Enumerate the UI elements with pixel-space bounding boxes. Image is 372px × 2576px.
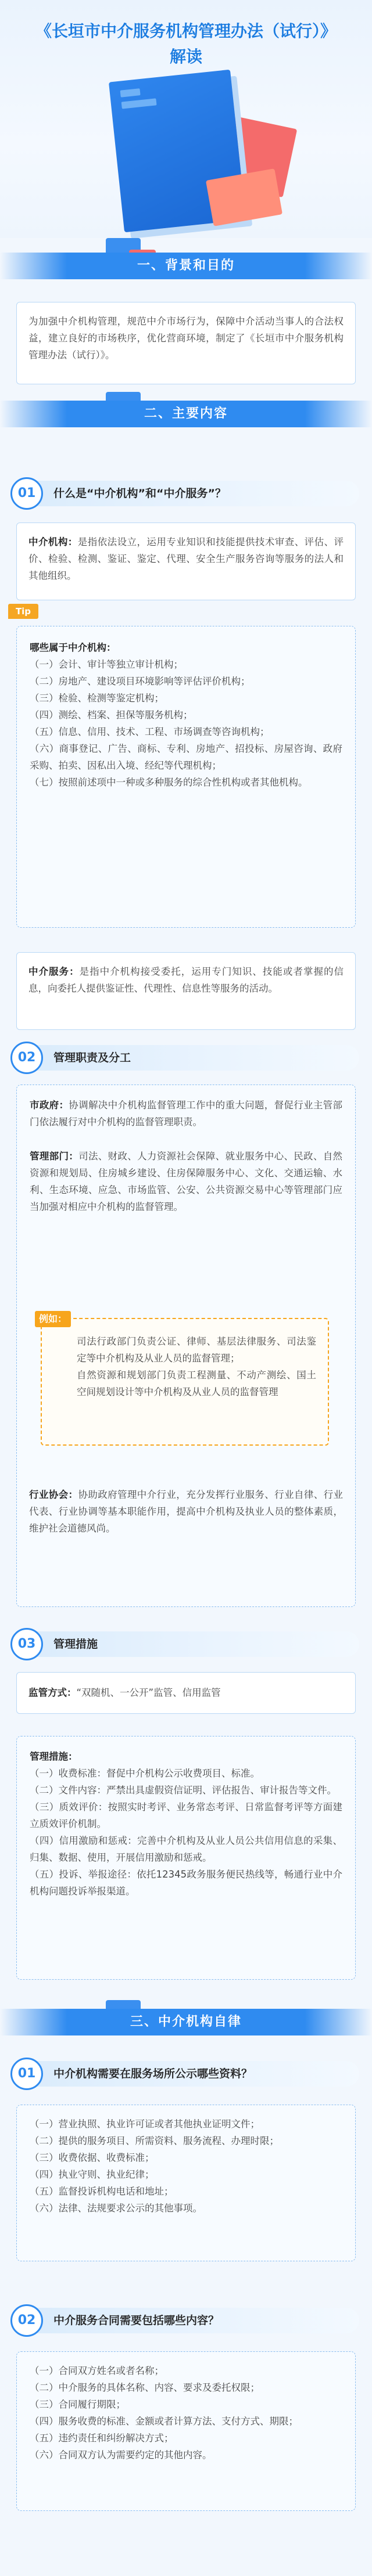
question-4-text: 中介机构需要在服务场所公示哪些资料？ bbox=[53, 2067, 253, 2080]
title-line-2: 解读 bbox=[169, 47, 202, 66]
gov-text: 协调解决中介机构监督管理工作中的重大问题，督促行业主管部门依法履行对中介机构的监督管理职责。 bbox=[30, 1100, 343, 1127]
list-item: （五）违约责任和纠纷解决方式； bbox=[30, 2433, 174, 2444]
agency-term: 中介机构： bbox=[28, 536, 78, 547]
list-item: （三）质效评价：按照实时考评、业务常态考评、日常监督考评等方面建立质效评价机制。 bbox=[30, 1802, 342, 1829]
dept-text: 司法、财政、人力资源社会保障、就业服务中心、民政、自然资源和规划局、住房城乡建设、住房保障服务中心、文化、交通运输、水利、生态环境、应急、市场监管、公安、公共资源交易中心等管理部门应当加强对相应中介机构的监督管理。 bbox=[30, 1151, 343, 1212]
question-4-number: 01 bbox=[10, 2058, 43, 2090]
question-3-text: 管理措施 bbox=[53, 1638, 98, 1651]
measures-box bbox=[16, 1736, 356, 1980]
question-3-bar bbox=[0, 1626, 372, 1662]
agency-definition: 是指依法设立，运用专业知识和技能提供技术审查、评估、评价、检验、检测、鉴证、鉴定、代理、安全生产服务咨询等服务的法人和其他组织。 bbox=[28, 536, 344, 581]
section-1-ribbon bbox=[0, 253, 372, 279]
section-3-ribbon bbox=[0, 2009, 372, 2035]
list-item: （六）法律、法规要求公示的其他事项。 bbox=[30, 2203, 202, 2214]
example-box bbox=[41, 1318, 329, 1446]
supervision-term: 监管方式： bbox=[28, 1687, 77, 1698]
list-item: （四）执业守则、执业纪律； bbox=[30, 2169, 155, 2180]
question-5-number: 02 bbox=[10, 2304, 43, 2337]
list-item: （三）检验、检测等鉴定机构； bbox=[30, 693, 164, 704]
question-3-number: 03 bbox=[10, 1628, 43, 1660]
question-5-bar bbox=[0, 2302, 372, 2338]
question-2-number: 02 bbox=[10, 1042, 43, 1074]
tip-badge: Tip bbox=[8, 604, 38, 619]
assoc-text: 协助政府管理中介行业，充分发挥行业服务、行业自律、行业代表、行业协调等基本职能作用，提高中介机构及执业人员的整体素质，维护社会道德风尚。 bbox=[29, 1489, 344, 1534]
service-definition: 是指中介机构接受委托，运用专门知识、技能或者掌握的信息，向委托人提供鉴证性、代理性、信息性等服务的活动。 bbox=[28, 966, 344, 994]
supervision-text: “双随机、一公开”监管、信用监管 bbox=[76, 1687, 221, 1698]
list-item: （三）合同履行期限； bbox=[30, 2399, 126, 2410]
display-items-list bbox=[30, 2116, 342, 2217]
service-definition-card bbox=[16, 952, 356, 1030]
example-line-1: 司法行政部门负责公证、律师、基层法律服务、司法鉴定等中介机构及从业人员的监督管理； bbox=[77, 1336, 316, 1364]
list-item: （二）房地产、建设项目环境影响等评估评价机构； bbox=[30, 676, 251, 687]
display-items-box bbox=[16, 2105, 356, 2261]
list-item: （一）会计、审计等独立审计机构； bbox=[30, 659, 183, 670]
list-item: （六）合同双方认为需要约定的其他内容。 bbox=[30, 2449, 212, 2460]
section-2-title: 二、主要内容 bbox=[144, 406, 228, 421]
agency-types-list bbox=[30, 656, 342, 791]
list-item: （一）合同双方姓名或者名称； bbox=[30, 2365, 164, 2376]
list-item: （三）收费依据、收费标准； bbox=[30, 2152, 155, 2163]
page-title bbox=[0, 19, 372, 70]
list-item: （四）服务收费的标准、金额或者计算方法、支付方式、期限； bbox=[30, 2416, 298, 2427]
dept-term: 管理部门： bbox=[30, 1151, 79, 1162]
background-card bbox=[16, 302, 356, 384]
agency-types-box bbox=[16, 626, 356, 928]
section-3-title: 三、中介机构自律 bbox=[130, 2015, 242, 2029]
title-line-1: 《长垣市中介服务机构管理办法（试行）》 bbox=[35, 21, 337, 41]
background-text: 为加强中介机构管理，规范中介市场行为，保障中介活动当事人的合法权益，建立良好的市场秩序，优化营商环境，制定了《长垣市中介服务机构管理办法（试行）》。 bbox=[28, 316, 344, 361]
list-item: （二）中介服务的具体名称、内容、要求及委托权限； bbox=[30, 2382, 260, 2393]
contract-items-box bbox=[16, 2351, 356, 2511]
question-1-text: 什么是“中介机构”和“中介服务”？ bbox=[53, 487, 226, 500]
question-4-bar bbox=[0, 2055, 372, 2091]
question-1-bar bbox=[0, 475, 372, 511]
example-line-2: 自然资源和规划部门负责工程测量、不动产测绘、国土空间规划设计等中介机构及从业人员的监督管理 bbox=[77, 1370, 316, 1397]
header-banner bbox=[0, 0, 372, 238]
supervision-card bbox=[16, 1672, 356, 1714]
section-2-ribbon bbox=[0, 401, 372, 427]
list-item: （四）测绘、档案、担保等服务机构； bbox=[30, 709, 193, 720]
example-badge: 例如： bbox=[35, 1311, 71, 1327]
service-term: 中介服务： bbox=[28, 966, 80, 977]
question-1-number: 01 bbox=[10, 477, 43, 510]
contract-items-list bbox=[30, 2362, 342, 2463]
question-2-bar bbox=[0, 1039, 372, 1075]
measures-list bbox=[30, 1765, 342, 1900]
agency-types-heading: 哪些属于中介机构： bbox=[30, 642, 116, 653]
list-item: （一）营业执照、执业许可证或者其他执业证明文件； bbox=[30, 2119, 260, 2130]
list-item: （六）商事登记、广告、商标、专利、房地产、招投标、房屋咨询、政府采购、拍卖、因私出入境、经纪等代理机构； bbox=[30, 743, 342, 771]
list-item: （五）投诉、举报途径：依托12345政务服务便民热线等，畅通行业中介机构问题投诉举报渠道。 bbox=[30, 1869, 342, 1897]
question-5-text: 中介服务合同需要包括哪些内容？ bbox=[53, 2314, 220, 2327]
gov-term: 市政府： bbox=[30, 1100, 69, 1111]
question-2-text: 管理职责及分工 bbox=[53, 1051, 131, 1064]
section-1-title: 一、背景和目的 bbox=[137, 258, 235, 273]
list-item: （五）监督投诉机构电话和地址； bbox=[30, 2186, 174, 2197]
agency-definition-card bbox=[16, 523, 356, 600]
measures-heading: 管理措施： bbox=[30, 1751, 78, 1762]
list-item: （七）按照前述项中一种或多种服务的综合性机构或者其他机构。 bbox=[30, 777, 308, 788]
list-item: （五）信息、信用、技术、工程、市场调查等咨询机构； bbox=[30, 726, 270, 737]
assoc-term: 行业协会： bbox=[29, 1489, 78, 1500]
list-item: （二）提供的服务项目、所需资料、服务流程、办理时限； bbox=[30, 2135, 279, 2146]
list-item: （二）文件内容：严禁出具虚假资信证明、评估报告、审计报告等文件。 bbox=[30, 1785, 337, 1796]
list-item: （一）收费标准：督促中介机构公示收费项目、标准。 bbox=[30, 1768, 260, 1779]
list-item: （四）信用激励和惩戒：完善中介机构及从业人员公共信用信息的采集、归集、数据、使用，开展信用激励和惩戒。 bbox=[30, 1835, 342, 1863]
